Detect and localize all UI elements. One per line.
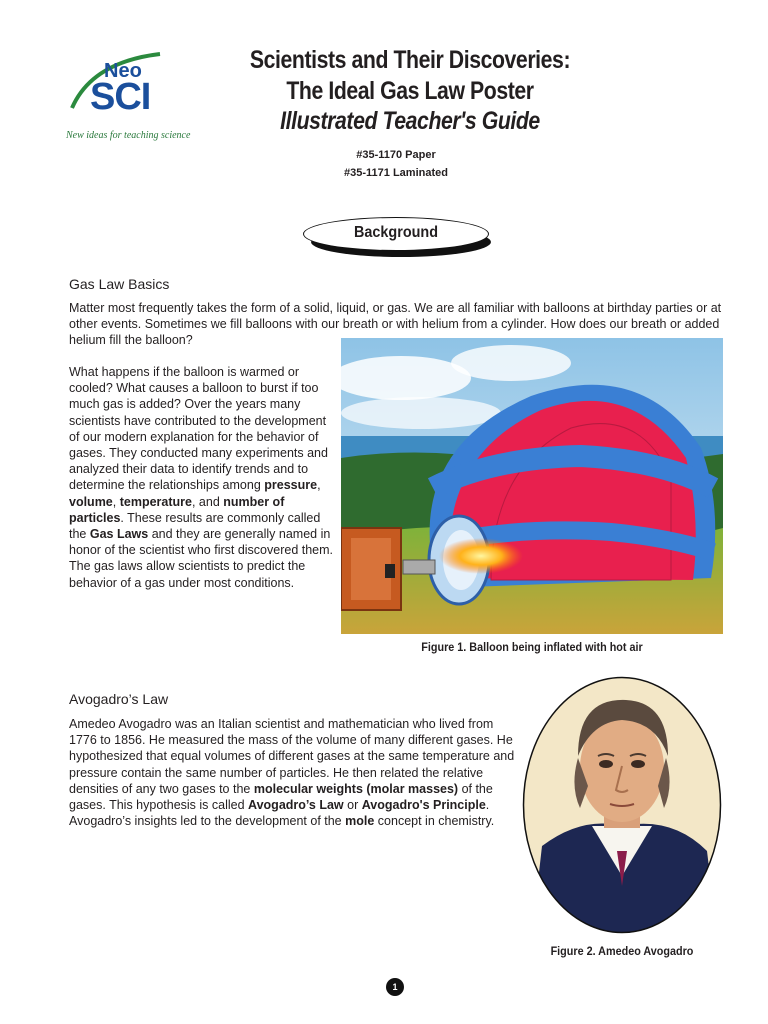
text-run: . Avogadro’s insights led to the development of the bbox=[69, 798, 490, 829]
text-run: , and bbox=[191, 494, 224, 509]
figure-1-caption: Figure 1. Balloon being inflated with hot air bbox=[421, 640, 643, 654]
page-title-line1: Scientists and Their Discoveries: bbox=[249, 46, 571, 74]
page-number-badge: 1 bbox=[386, 978, 404, 996]
term-temperature: temperature bbox=[119, 494, 192, 509]
gas-law-intro-paragraph: Matter most frequently takes the form of a solid, liquid, or gas. We are all familiar with balloons at birthday parties or at other events. Sometimes we fill balloons with our breath or with helium from a cylinder. How does our breath or added helium fill the balloon? bbox=[69, 301, 722, 348]
text-run: concept in chemistry. bbox=[374, 814, 495, 829]
figure-2-caption: Figure 2. Amedeo Avogadro bbox=[550, 944, 694, 958]
term-avogadros-law: Avogadro’s Law bbox=[248, 798, 344, 813]
logo-neo-text: Neo bbox=[104, 60, 142, 82]
text-run: What happens if the balloon is warmed or cooled? What causes a balloon to burst if too much gas is added? Over the years many scientists have contributed to the development of our modern explanation for the behavior of gases. They conducted many experiments and analyzed their data to identify trends and to determine the relationships among bbox=[69, 365, 328, 493]
term-molecular-weights: molecular weights (molar masses) bbox=[253, 781, 459, 796]
term-mole: mole bbox=[345, 814, 375, 829]
term-number-of-particles: number of particles bbox=[69, 494, 285, 525]
product-code-laminated: #35-1171 Laminated bbox=[344, 167, 448, 179]
product-code-paper: #35-1170 Paper bbox=[356, 149, 436, 161]
page-title-line3: Illustrated Teacher's Guide bbox=[280, 107, 540, 135]
term-volume: volume bbox=[69, 494, 113, 509]
text-run: of the gases. This hypothesis is called bbox=[69, 781, 493, 813]
gas-law-detail-paragraph bbox=[69, 364, 337, 591]
text-run: and they are generally named in honor of the scientist who first discovered them. The gas laws allow scientists to predict the behavior of a gas under most conditions. bbox=[69, 527, 334, 590]
text-run: , bbox=[317, 478, 321, 493]
gas-law-basics-heading: Gas Law Basics bbox=[69, 276, 170, 292]
text-run: or bbox=[343, 798, 362, 813]
badge-label: Background bbox=[353, 224, 439, 241]
figure-2-avogadro-portrait bbox=[522, 676, 722, 934]
logo-tagline: New ideas for teaching science bbox=[66, 130, 191, 141]
logo-sci-text: SCI bbox=[90, 76, 151, 118]
term-gas-laws: Gas Laws bbox=[89, 527, 149, 542]
page-title-line2: The Ideal Gas Law Poster bbox=[286, 77, 534, 105]
avogadro-paragraph bbox=[69, 716, 519, 829]
term-avogadros-principle: Avogadro's Principle bbox=[361, 798, 486, 813]
text-run: , bbox=[112, 494, 120, 509]
hot-air-balloon-image bbox=[341, 338, 723, 634]
term-pressure: pressure bbox=[264, 478, 318, 493]
avogadro-portrait-image bbox=[522, 676, 722, 934]
text-run: . These results are commonly called the bbox=[69, 510, 321, 542]
background-section-badge bbox=[303, 217, 491, 255]
figure-1-balloon-illustration bbox=[341, 338, 723, 634]
avogadros-law-heading: Avogadro’s Law bbox=[69, 691, 169, 707]
text-run: Amedeo Avogadro was an Italian scientist and mathematician who lived from 1776 to 1856. He measured the mass of the volume of many different gases. He hypothesized that equal volumes of different gases at the same temperature and pressure contain the same number of particles. He then related the relative densities of any two gases to the bbox=[69, 717, 515, 796]
